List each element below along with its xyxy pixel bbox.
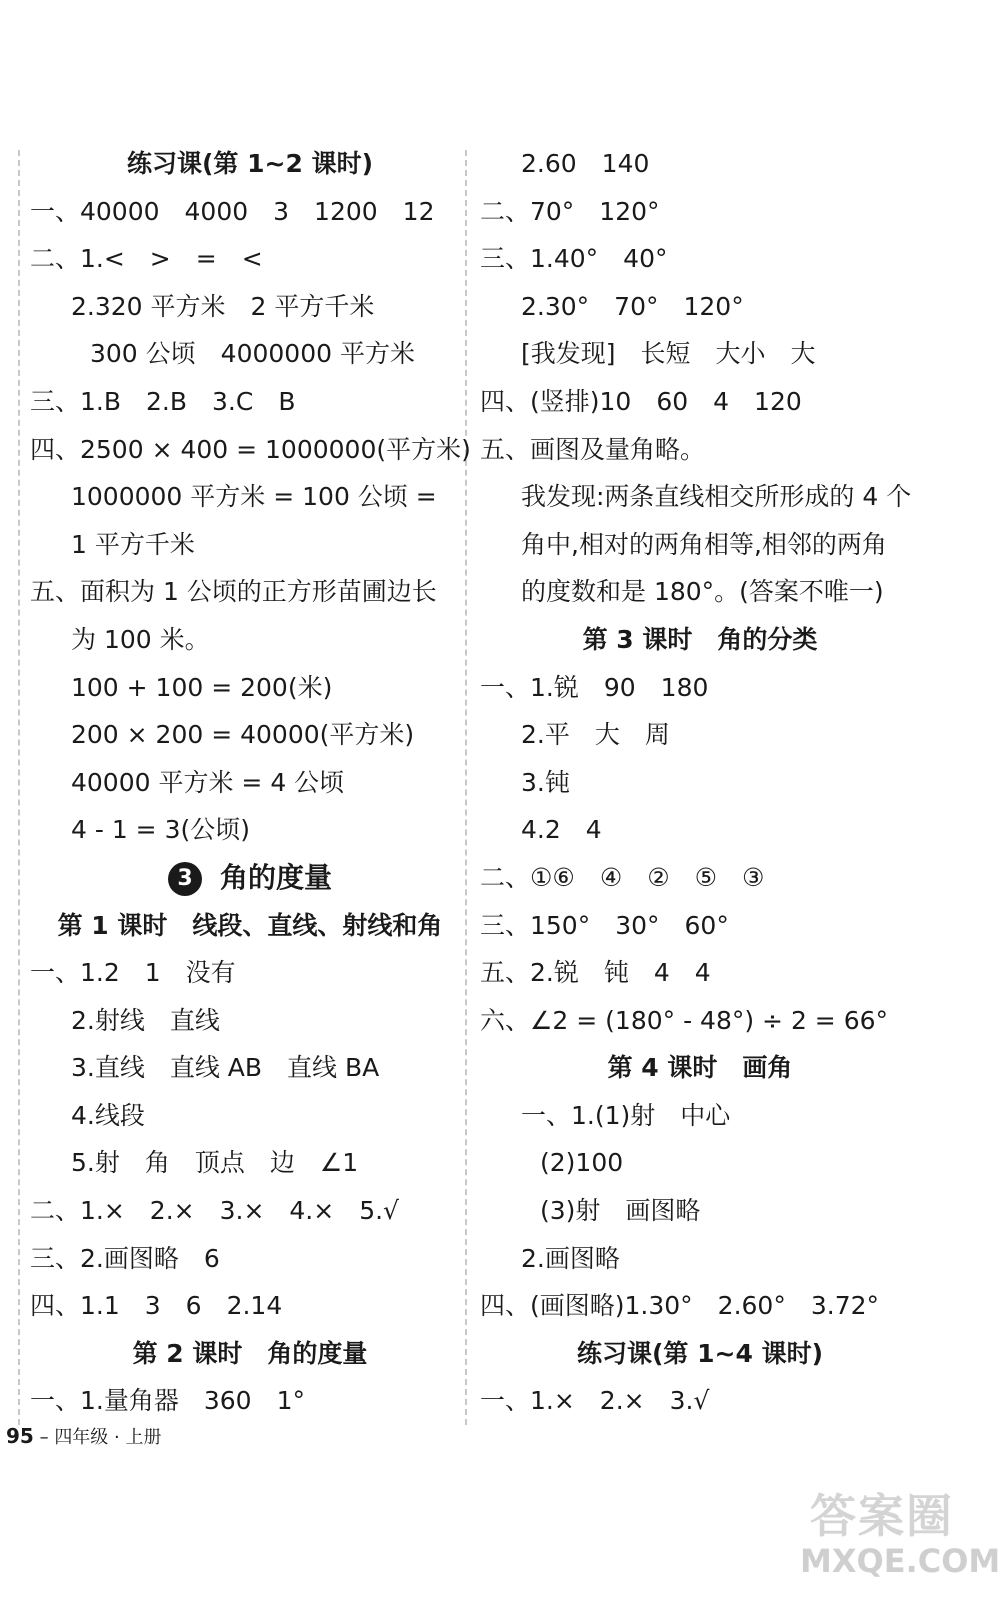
section-title: 第 2 课时 角的度量 bbox=[132, 1338, 368, 1368]
section-title: 练习课(第 1~2 课时) bbox=[127, 149, 373, 178]
answer-line: 4.线段 bbox=[71, 1100, 145, 1130]
answer-line: (2)100 bbox=[540, 1148, 624, 1178]
answer-line: 一、1.锐 90 180 bbox=[480, 672, 709, 702]
answer-line: 一、40000 4000 3 1200 12 bbox=[30, 196, 435, 226]
answer-line: 一、1.× 2.× 3.√ bbox=[480, 1386, 710, 1416]
page-footer bbox=[6, 1424, 161, 1450]
answer-line: (3)射 画图略 bbox=[540, 1196, 701, 1226]
answer-line: 三、2.画图略 6 bbox=[30, 1243, 220, 1273]
answer-line: 的度数和是 180°。(答案不唯一) bbox=[521, 577, 884, 607]
answer-line: 4.2 4 bbox=[521, 815, 602, 845]
answer-line: 100 + 100 = 200(米) bbox=[71, 672, 333, 702]
answer-line: 300 公顷 4000000 平方米 bbox=[90, 339, 415, 369]
answer-line: 二、1.× 2.× 3.× 4.× 5.√ bbox=[30, 1196, 399, 1226]
answer-line: 1 平方千米 bbox=[71, 529, 195, 559]
answer-line: 五、2.锐 钝 4 4 bbox=[480, 958, 711, 988]
left-column bbox=[30, 140, 470, 1425]
answer-line: 一、1.量角器 360 1° bbox=[30, 1386, 305, 1416]
answer-line: 二、①⑥ ④ ② ⑤ ③ bbox=[480, 862, 765, 892]
answer-line: 三、1.B 2.B 3.C B bbox=[30, 386, 296, 416]
unit-heading bbox=[30, 854, 470, 902]
answer-line: 我发现:两条直线相交所形成的 4 个 bbox=[521, 482, 912, 512]
answer-line: 2.320 平方米 2 平方千米 bbox=[71, 291, 375, 321]
left-margin-dashed-line bbox=[18, 150, 20, 1425]
answer-line: 2.平 大 周 bbox=[521, 720, 670, 750]
section-title: 第 1 课时 线段、直线、射线和角 bbox=[57, 910, 443, 940]
section-title: 练习课(第 1~4 课时) bbox=[577, 1338, 823, 1368]
page-number: 95 bbox=[6, 1424, 34, 1448]
answer-line: 四、(画图略)1.30° 2.60° 3.72° bbox=[480, 1291, 879, 1321]
answer-line: 四、(竖排)10 60 4 120 bbox=[480, 386, 802, 416]
book-volume-label: 四年级 · 上册 bbox=[54, 1427, 162, 1448]
watermark-title: 答案圈 bbox=[810, 1489, 954, 1543]
unit-title: 角的度量 bbox=[219, 860, 332, 894]
answer-line: 角中,相对的两角相等,相邻的两角 bbox=[521, 529, 887, 559]
watermark-logo bbox=[800, 1480, 1000, 1590]
section-title: 第 3 课时 角的分类 bbox=[582, 624, 818, 654]
answer-line: 一、1.(1)射 中心 bbox=[521, 1100, 731, 1130]
answer-line: 六、∠2 = (180° - 48°) ÷ 2 = 66° bbox=[480, 1005, 889, 1035]
answer-line: 四、2500 × 400 = 1000000(平方米) bbox=[30, 434, 471, 464]
answer-line: 3.直线 直线 AB 直线 BA bbox=[71, 1053, 380, 1083]
answer-line: 五、面积为 1 公顷的正方形苗圃边长 bbox=[30, 577, 437, 607]
answer-line: 2.30° 70° 120° bbox=[521, 291, 744, 321]
answer-line: 一、1.2 1 没有 bbox=[30, 958, 236, 988]
answer-line: 200 × 200 = 40000(平方米) bbox=[71, 720, 415, 750]
answer-line: 3.钝 bbox=[521, 767, 570, 797]
answer-line: [我发现] 长短 大小 大 bbox=[521, 339, 816, 369]
answer-line: 2.画图略 bbox=[521, 1243, 620, 1273]
answer-line: 四、1.1 3 6 2.14 bbox=[30, 1291, 283, 1321]
answer-line: 三、1.40° 40° bbox=[480, 244, 668, 274]
answer-line: 4 - 1 = 3(公顷) bbox=[71, 815, 250, 845]
answer-line: 为 100 米。 bbox=[71, 624, 210, 654]
right-column bbox=[480, 140, 920, 1425]
answer-line: 三、150° 30° 60° bbox=[480, 910, 729, 940]
watermark-url: MXQE.COM bbox=[800, 1542, 1000, 1580]
answer-line: 40000 平方米 = 4 公顷 bbox=[71, 767, 345, 797]
unit-number-badge: 3 bbox=[168, 862, 202, 896]
answer-line: 二、1.< > = < bbox=[30, 244, 263, 274]
answer-line: 二、70° 120° bbox=[480, 196, 660, 226]
answer-line: 1000000 平方米 = 100 公顷 = bbox=[71, 482, 437, 512]
answer-line: 2.射线 直线 bbox=[71, 1005, 220, 1035]
answer-line: 2.60 140 bbox=[521, 149, 650, 178]
section-title: 第 4 课时 画角 bbox=[607, 1053, 793, 1083]
footer-separator: – bbox=[39, 1427, 49, 1448]
answer-line: 五、画图及量角略。 bbox=[480, 434, 706, 464]
answer-line: 5.射 角 顶点 边 ∠1 bbox=[71, 1148, 359, 1178]
